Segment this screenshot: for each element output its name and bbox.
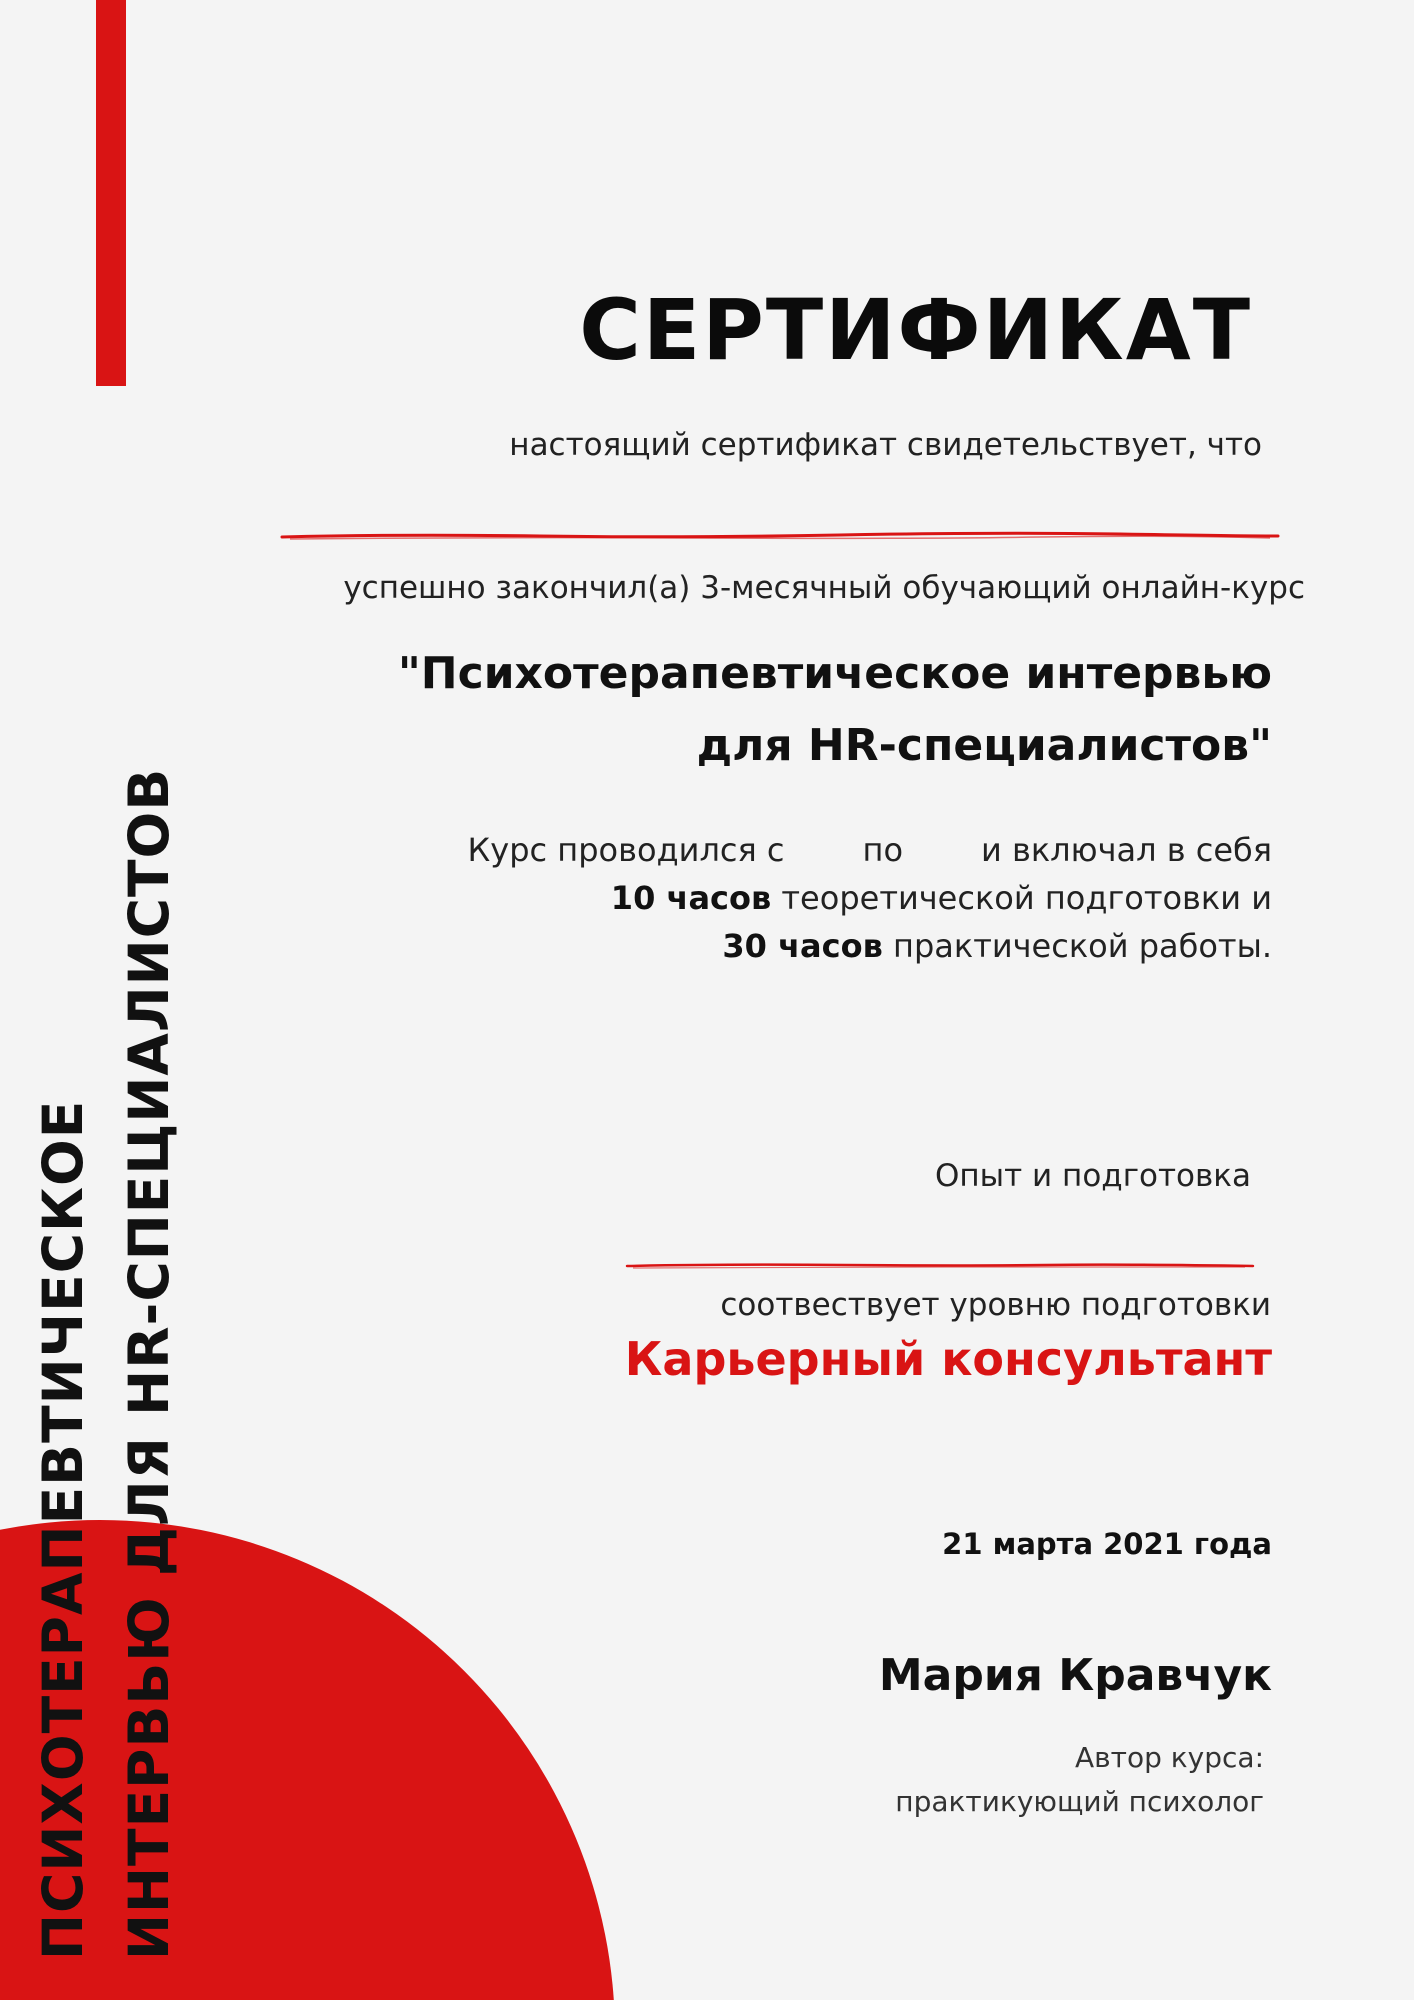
held-suffix: и включал в себя <box>981 831 1272 869</box>
course-period-line <box>468 826 1272 874</box>
theory-text: теоретической подготовки и <box>781 879 1272 917</box>
theory-hours: 10 часов <box>610 879 772 917</box>
theory-line <box>468 874 1272 922</box>
experience-line <box>625 1257 1255 1273</box>
certificate-heading: СЕРТИФИКАТ <box>579 281 1252 379</box>
course-title <box>398 638 1272 782</box>
course-details <box>468 826 1272 970</box>
author-role-line-1: Автор курса: <box>1074 1741 1264 1774</box>
course-title-line-2: для HR-специалистов" <box>696 720 1272 771</box>
practice-text: практической работы. <box>893 927 1272 965</box>
held-prefix: Курс проводился с <box>467 831 785 869</box>
vertical-title-line-1: ПСИХОТЕРАПЕВТИЧЕСКОЕ <box>31 1099 95 1960</box>
vertical-course-title <box>20 460 192 1960</box>
vertical-title-line-2: ИНТЕРВЬЮ ДЛЯ HR-СПЕЦИАЛИСТОВ <box>117 767 181 1960</box>
experience-label: Опыт и подготовка <box>935 1158 1251 1194</box>
qualification-title: Карьерный консультант <box>624 1332 1272 1386</box>
course-title-line-1: "Психотерапевтическое интервью <box>397 648 1272 699</box>
author-role <box>895 1736 1264 1824</box>
certificate-subtitle: настоящий сертификат свидетельствует, что <box>509 427 1262 463</box>
held-mid: по <box>862 831 904 869</box>
completed-course-text: успешно закончил(а) 3-месячный обучающий онлайн-курс <box>343 570 1305 606</box>
red-accent-bar <box>96 0 126 386</box>
author-name: Мария Кравчук <box>878 1650 1272 1701</box>
issue-date: 21 марта 2021 года <box>942 1527 1272 1561</box>
corresponds-text: соотвествует уровню подготовки <box>720 1287 1271 1323</box>
recipient-name-line <box>280 525 1280 545</box>
practice-line <box>468 922 1272 970</box>
author-role-line-2: практикующий психолог <box>895 1785 1264 1818</box>
practice-hours: 30 часов <box>722 927 883 965</box>
